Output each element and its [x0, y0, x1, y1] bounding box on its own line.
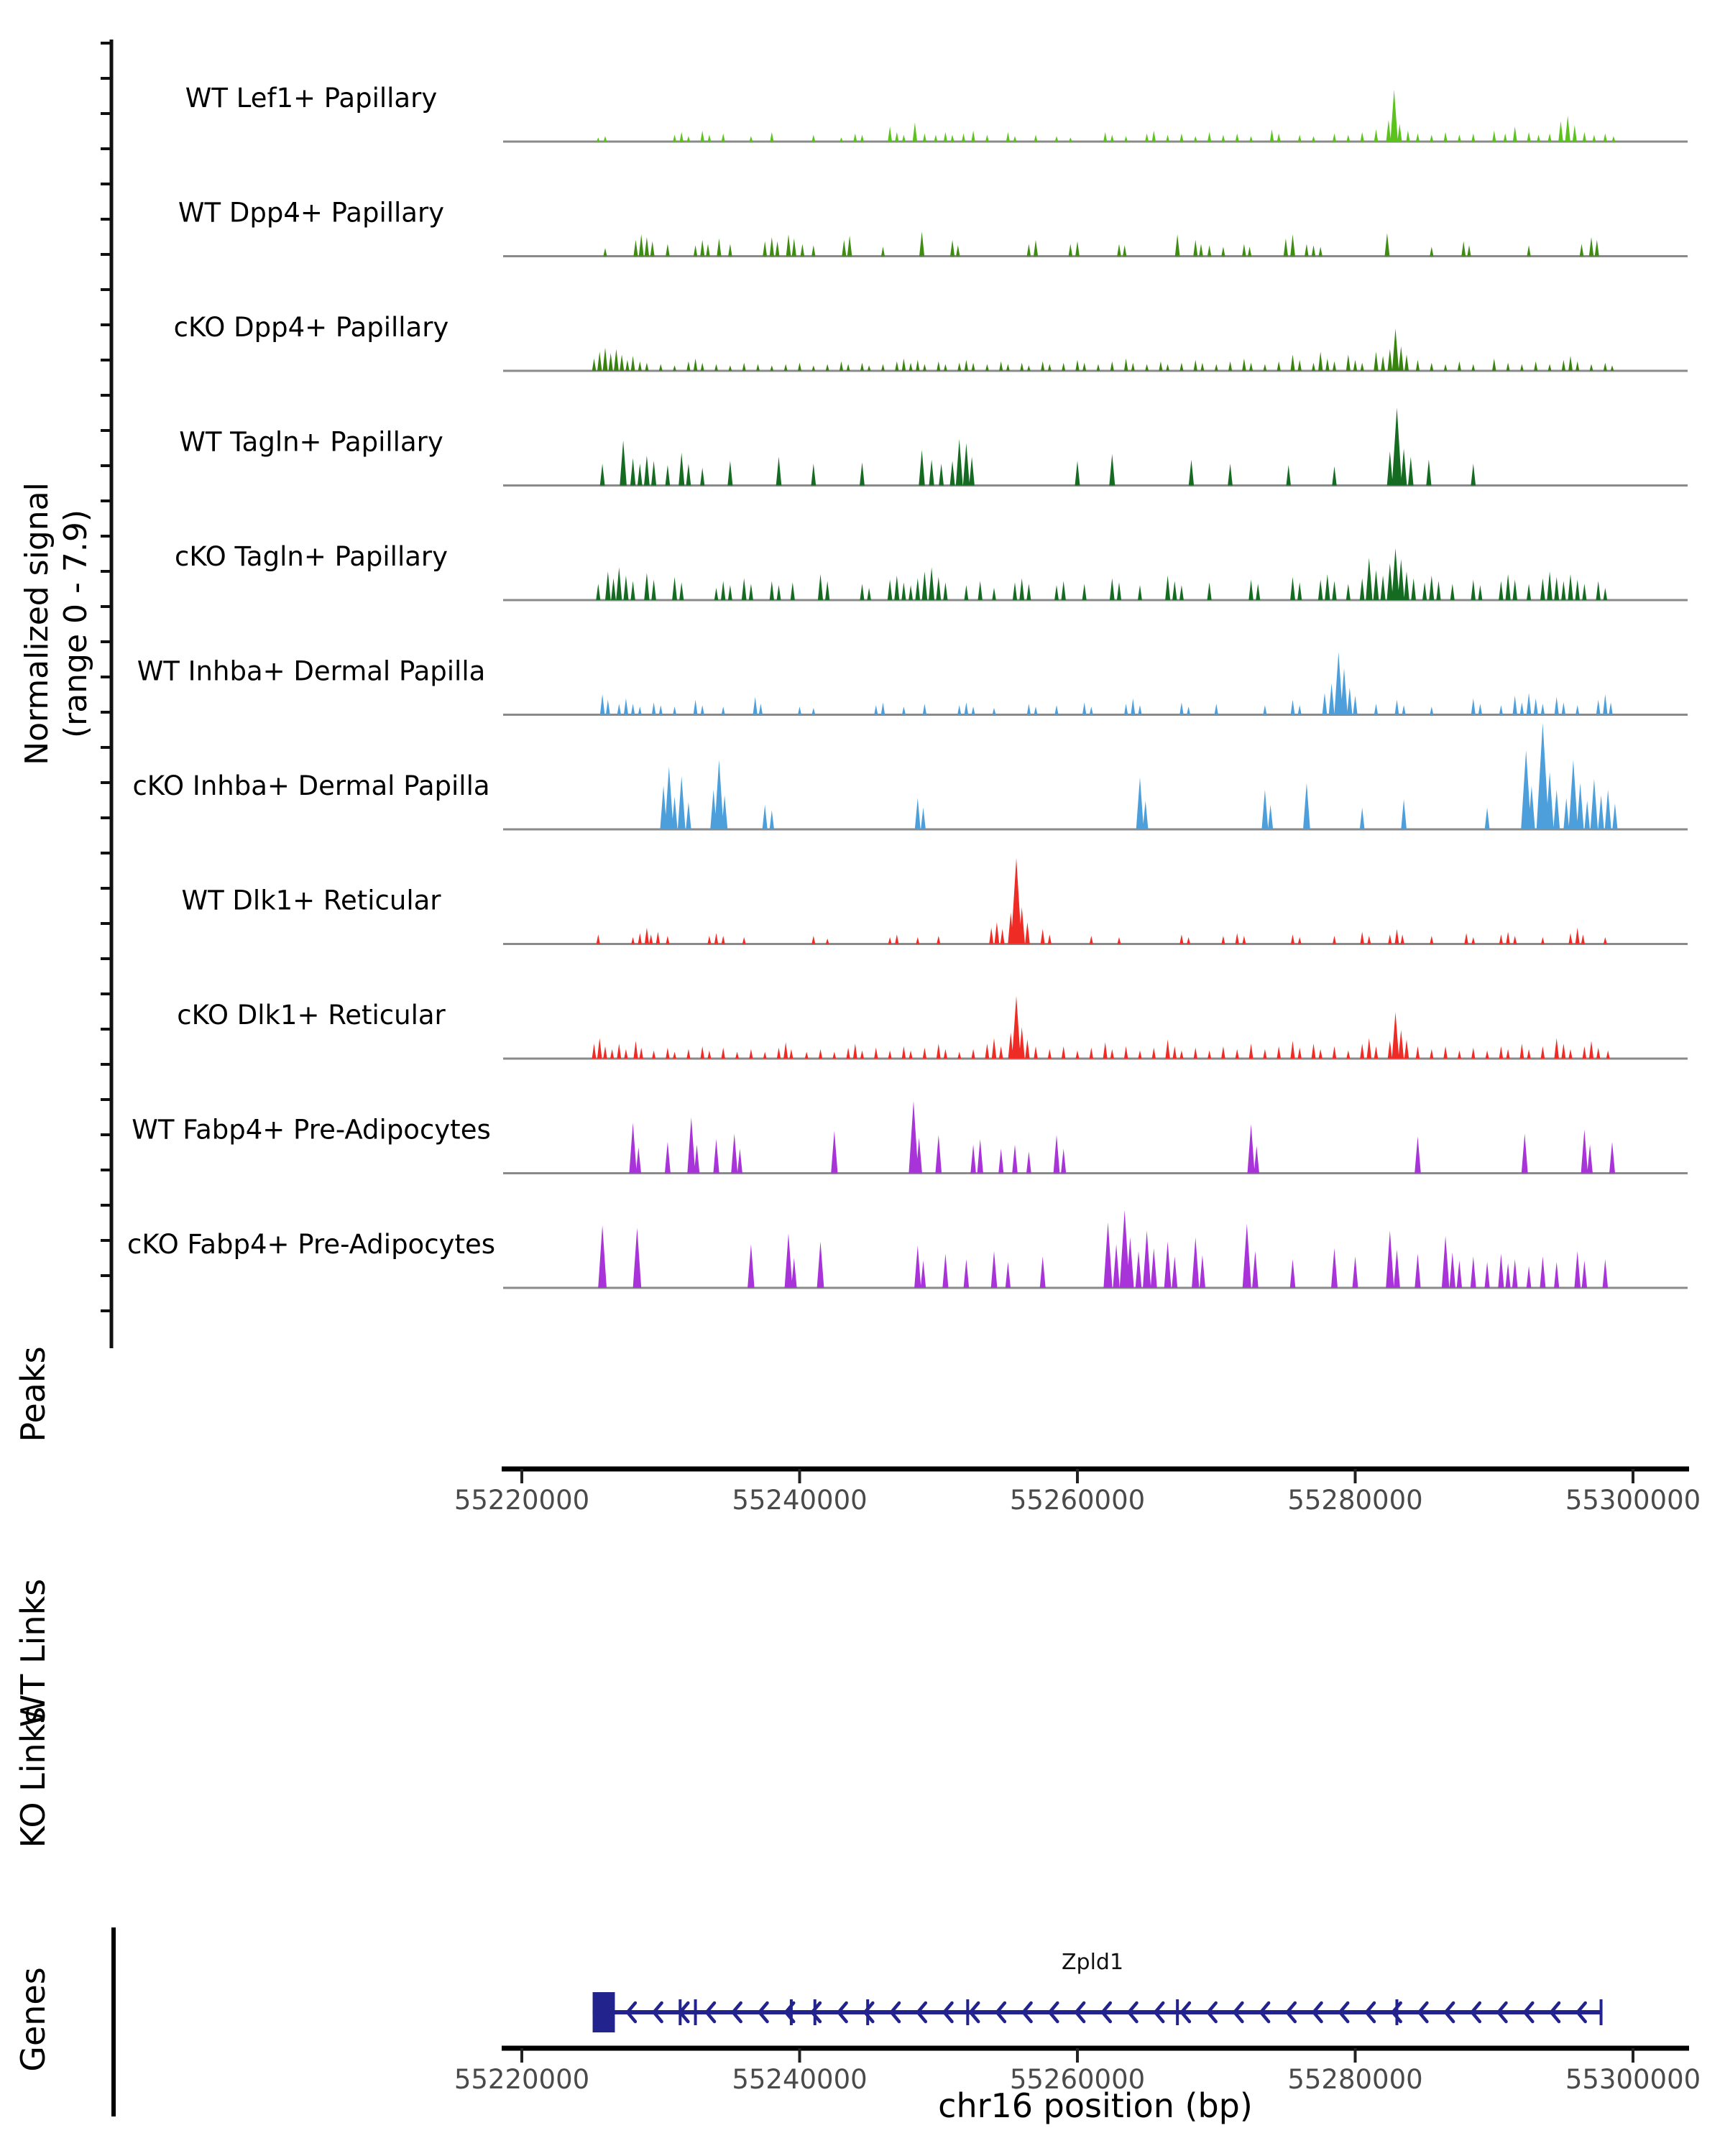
- track-11: [127, 1210, 1688, 1288]
- track-label: WT Dlk1+ Reticular: [181, 885, 441, 916]
- section-label-ko-links: KO Links: [14, 1706, 52, 1848]
- track-signal: [592, 996, 1610, 1059]
- track-label: WT Tagln+ Papillary: [179, 426, 443, 458]
- track-2: [178, 198, 1688, 257]
- axis-tick-label: 55280000: [1287, 2064, 1423, 2095]
- track-signal: [603, 231, 1598, 256]
- track-9: [177, 996, 1688, 1059]
- track-label: WT Inhba+ Dermal Papilla: [137, 655, 486, 687]
- axis-tick-label: 55260000: [1009, 2064, 1146, 2095]
- axis-tick-label: 55300000: [1565, 1485, 1701, 1516]
- axis-tick-label: 55220000: [454, 1485, 590, 1516]
- track-label: cKO Dlk1+ Reticular: [177, 1000, 446, 1031]
- track-5: [175, 541, 1688, 600]
- track-8: [181, 858, 1688, 944]
- peaks-x-axis: [454, 1469, 1701, 1516]
- axis-tick-label: 55220000: [454, 2064, 590, 2095]
- track-signal: [600, 407, 1476, 485]
- track-7: [132, 723, 1688, 829]
- track-label: WT Dpp4+ Papillary: [178, 197, 445, 229]
- track-signal: [597, 90, 1615, 142]
- track-signal: [596, 548, 1607, 600]
- track-label: cKO Tagln+ Papillary: [174, 541, 448, 572]
- signal-tracks: [127, 83, 1688, 1288]
- axis-tick-label: 55240000: [732, 2064, 868, 2095]
- y-axis-label: Normalized signal: [19, 482, 55, 765]
- track-signal: [597, 858, 1607, 944]
- y-axis-ruler: [101, 40, 111, 1348]
- track-signal: [660, 723, 1617, 829]
- section-label-peaks: Peaks: [14, 1346, 52, 1442]
- y-axis-range-label: (range 0 - 7.9): [58, 509, 94, 739]
- track-4: [179, 407, 1688, 485]
- track-label: WT Lef1+ Papillary: [185, 83, 438, 114]
- track-label: cKO Fabp4+ Pre-Adipocytes: [126, 1229, 496, 1260]
- track-1: [185, 83, 1688, 142]
- gene-utr-exon-block: [593, 1992, 615, 2032]
- axis-tick-label: 55240000: [732, 1485, 868, 1516]
- track-10: [132, 1101, 1688, 1174]
- track-3: [174, 312, 1688, 371]
- track-label: WT Fabp4+ Pre-Adipocytes: [132, 1114, 491, 1146]
- track-signal: [629, 1101, 1615, 1174]
- track-label: cKO Inhba+ Dermal Papilla: [132, 770, 490, 801]
- section-label-wt-links: WT Links: [14, 1578, 52, 1728]
- x-axis-title: chr16 position (bp): [938, 2086, 1253, 2125]
- track-label: cKO Dpp4+ Papillary: [173, 312, 449, 343]
- axis-tick-label: 55300000: [1565, 2064, 1701, 2095]
- section-label-genes: Genes: [14, 1967, 52, 2072]
- track-6: [137, 652, 1688, 714]
- track-signal: [600, 652, 1613, 714]
- axis-tick-label: 55260000: [1009, 1485, 1146, 1516]
- axis-tick-label: 55280000: [1287, 1485, 1423, 1516]
- gene-name-label: Zpld1: [1061, 1950, 1124, 1975]
- track-signal: [598, 1210, 1608, 1288]
- track-signal: [592, 328, 1614, 371]
- gene-model-track: [593, 1992, 1601, 2032]
